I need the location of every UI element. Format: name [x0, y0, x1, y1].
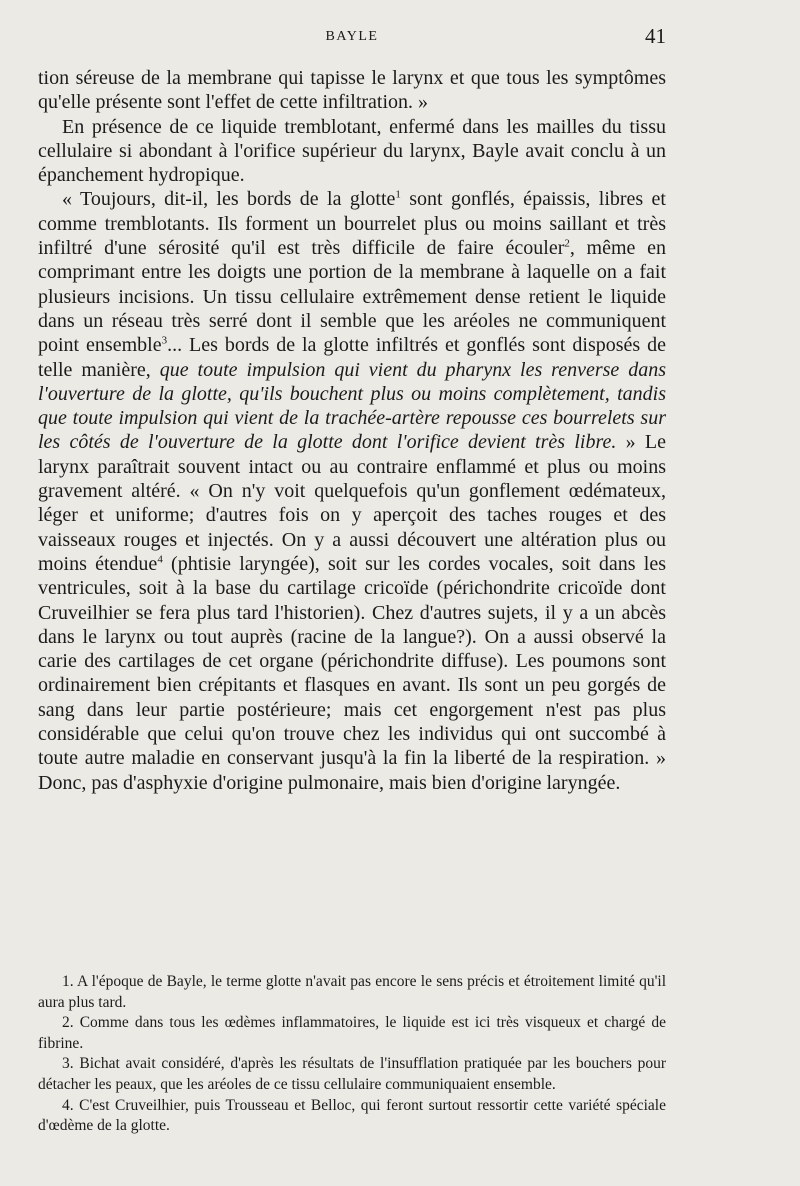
page-number: 41 — [645, 24, 666, 48]
footnote-1: 1. A l'époque de Bayle, le terme glotte n'avait pas encore le sens précis et étroitement limité qu'il aura plus tard. — [38, 973, 666, 1011]
footnote-ref-1: 1 — [395, 188, 401, 201]
footnote-ref-2: 2 — [564, 237, 570, 250]
running-head — [38, 24, 666, 48]
paragraph-3-text-a: « Toujours, dit-il, les bords de la glotte — [62, 188, 396, 211]
italic-quote: que toute impulsion qui vient du pharynx les renverse dans l'ouverture de la glotte, qu'ils bouchent plus ou moins complètement, tandis que toute impulsion qui vient de la trachée-artère repousse ces bourrelets sur les côtés de l'ouverture de la glotte dont l'orifice devient très libre. — [38, 358, 667, 454]
paragraph-3-text-c: , même en comprimant entre les doigts une portion de la membrane à laquelle on a fait plusieurs incisions. Un tissu cellulaire extrêmement dense retient le liquide dans un réseau très serré dont il semble que les aréoles ne communiquent point ensemble — [38, 237, 666, 357]
running-title: BAYLE — [325, 29, 379, 44]
paragraph-3 — [38, 187, 666, 794]
paragraph-3-text-f: (phtisie laryngée), soit sur les cordes vocales, soit dans les ventricules, soit à la base du cartilage cricoïde (périchondrite cricoïde dont Cruveilhier se fera plus tard l'historien). Chez d'autres sujets, il y a un abcès dans le larynx ou tout auprès (racine de la langue?). On a aussi observé la carie des cartilages de cet organe (périchondrite diffuse). Les poumons sont ordinairement bien crépitants et flasques en avant. Ils sont un peu gorgés de sang dans leur partie postérieure; mais cet engorgement n'est pas plus considérable que celui qu'on trouve chez les individus qui ont succombé à toute autre maladie en conservant jusqu'à la fin la liberté de la respiration. » Donc, pas d'asphyxie d'origine pulmonaire, mais bien d'origine laryngée. — [38, 552, 666, 794]
paragraph-3-text-b: sont gonflés, épaissis, libres et comme tremblotants. Ils forment un bourrelet plus ou moins saillant et très infiltré d'une sérosité qu'il est très difficile de faire écouler — [38, 188, 666, 260]
footnote-3: 3. Bichat avait considéré, d'après les résultats de l'insufflation pratiquée par les bouchers pour détacher les peaux, que les aréoles de ce tissu cellulaire communiquaient ensemble. — [38, 1055, 666, 1093]
footnote-4: 4. C'est Cruveilhier, puis Trousseau et Belloc, qui feront surtout ressortir cette variété spéciale d'œdème de la glotte. — [38, 1096, 666, 1135]
paragraph-3-text-e: » Le larynx paraîtrait souvent intact ou au contraire enflammé et plus ou moins gravement altéré. « On n'y voit quelquefois qu'un gonflement œdémateux, léger et uniforme; d'autres fois on y aperçoit des taches rouges et des vaisseaux rouges et injectés. On y a aussi découvert une altération plus ou moins étendue — [38, 431, 667, 575]
body-text — [38, 66, 666, 795]
paragraph-1: tion séreuse de la membrane qui tapisse le larynx et que tous les symptômes qu'elle présente sont l'effet de cette infiltration. » — [38, 67, 666, 114]
paragraph-3-text-d: ... Les bords de la glotte infiltrés et gonflés sont disposés de telle manière, — [38, 334, 666, 381]
footnote-ref-4: 4 — [157, 553, 163, 566]
footnote-ref-3: 3 — [161, 334, 168, 347]
footnotes — [38, 972, 666, 1137]
footnote-2: 2. Comme dans tous les œdèmes inflammatoires, le liquide est ici très visqueux et chargé de fibrine. — [38, 1014, 666, 1052]
paragraph-2: En présence de ce liquide tremblotant, enfermé dans les mailles du tissu cellulaire si abondant à l'orifice supérieur du larynx, Bayle avait conclu à un épanchement hydropique. — [38, 115, 666, 187]
